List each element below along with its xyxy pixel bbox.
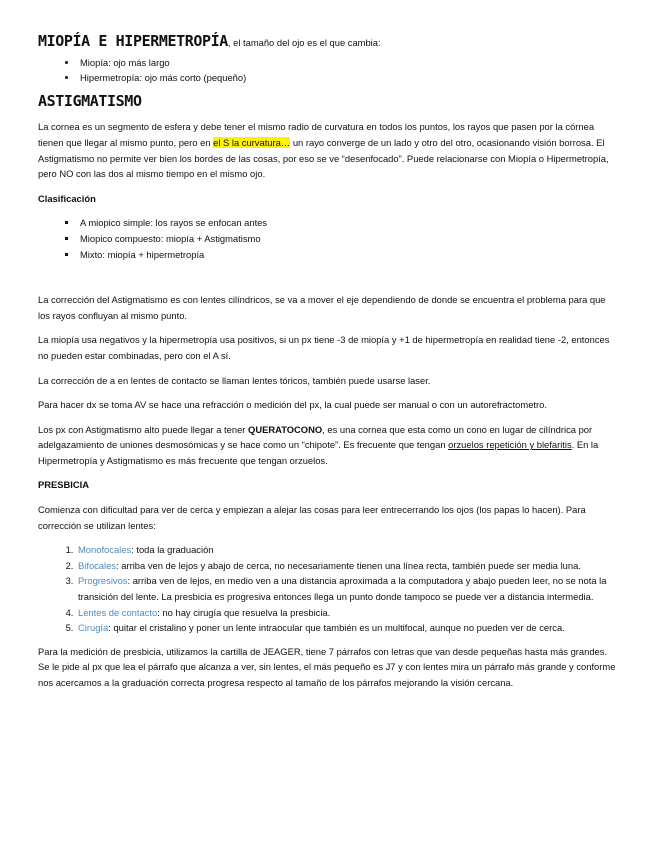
list-item: 5. Cirugía: quitar el cristalino y poner un lente intraocular que también es un multifocal, aunque no pueden ver de cerca. <box>76 620 619 636</box>
paragraph: Para la medición de presbicia, utilizamos la cartilla de JEAGER, tiene 7 párrafos con letras que van desde pequeñas hasta más grandes. Se le pide al px que lea el párrafo que alcanza a ver, sin lentes, el más pequeño es J7 y con lentes mira un párrafo más grande y conforme nos acercamos a la graduación correcta progresa respecto al tamaño de los párrafos mejorando la visión cercana. <box>38 645 616 688</box>
list-item: 1. Monofocales: toda la graduación <box>76 542 619 558</box>
term: Lentes de contacto <box>78 606 158 618</box>
list-item: ▪ Miopico compuesto: miopía + Astigmatismo <box>78 231 619 247</box>
clasificacion-list <box>38 215 619 262</box>
list-item: 3. Progresivos: arriba ven de lejos, en medio ven a una distancia aproximada a la computadora y abajo pueden leer, no se nota la transición del lente. La presbicia es progresiva entonces llega un punto donde tampoco se puede ver a distancia intermedia. <box>76 573 619 604</box>
spacer <box>38 270 619 292</box>
paragraph: Para hacer dx se toma AV se hace una refracción o medición del px, la cual puede ser manual o con un autorefractometro. <box>38 399 547 411</box>
paragraph: Comienza con dificultad para ver de cerca y empiezan a alejar las cosas para leer entrecerrando los ojos (los papas lo hacen). Para corrección se utilizan lentes: <box>38 504 586 531</box>
highlighted-text: el S la curvatura… <box>213 136 291 148</box>
list-item: • Miopía: ojo más largo <box>78 55 619 71</box>
miopia-list <box>38 55 619 86</box>
heading-miopia <box>38 34 619 51</box>
heading-presbicia: PRESBICIA <box>38 479 90 491</box>
list-item: ▪ A miopico simple: los rayos se enfocan antes <box>78 215 619 231</box>
heading-astigmatismo: ASTIGMATISMO <box>38 91 142 110</box>
paragraph: La corrección del Astigmatismo es con lentes cilíndricos, se va a mover el eje dependiendo de donde se encuentra el problema para que los rayos confluyan al mismo punto. <box>38 294 606 321</box>
list-item: 4. Lentes de contacto: no hay cirugía que resuelva la presbicia. <box>76 605 619 621</box>
bold-term: QUERATOCONO <box>248 423 323 435</box>
list-item: • Hipermetropía: ojo más corto (pequeño) <box>78 70 619 86</box>
paragraph: La corrección de a en lentes de contacto se llaman lentes tóricos, también puede usarse laser. <box>38 374 431 386</box>
paragraph: La cornea es un segmento de esfera y debe tener el mismo radio de curvatura en todos los puntos, los rayos que pasen por la córnea tienen que llegar al mismo punto, pero en el S la curvatura… un rayo converge de un lado y otro del otro, ocasionando visión borrosa. El Astigmatismo no permite ver bien los bordes de las cosas, por eso se ve “desenfocado”. Puede relacionarse con Miopía o Hipermetropía, pero NO con las dos al mismo tiempo en el mismo ojo. <box>38 121 609 180</box>
section-title: MIOPÍA E HIPERMETROPÍA <box>38 32 228 50</box>
section-title-rest: , el tamaño del ojo es el que cambia: <box>227 37 381 48</box>
paragraph: Los px con Astigmatismo alto puede llegar a tener QUERATOCONO, es una cornea que esta como un cono en lugar de cilíndrica por adelgazamiento de uniones desmosómicas y se hace como un “chipote”. Es frecuente que tengan orzuelos repetición y blefaritis. En la Hipermetropía y Astigmatismo es más frecuente que tengan orzuelos. <box>38 423 599 466</box>
paragraph: La miopía usa negativos y la hipermetropía usa positivos, si un px tiene -3 de miopía y +1 de hipermetropía en realidad tiene -2, entonces no pueden estar combinadas, pero con el A sí. <box>38 334 610 361</box>
underlined-text: orzuelos repetición y blefaritis <box>448 439 572 451</box>
list-item: ▪ Mixto: miopía + hipermetropía <box>78 247 619 263</box>
term: Bifocales <box>78 559 117 571</box>
lentes-list <box>38 542 619 636</box>
subheading-clasificacion: Clasificación <box>38 192 96 204</box>
term: Monofocales <box>78 544 132 556</box>
list-item: 2. Bifocales: arriba ven de lejos y abajo de cerca, no necesariamente tienen una línea recta, también puede ser media luna. <box>76 558 619 574</box>
term: Progresivos <box>78 575 128 587</box>
term: Cirugía <box>78 622 109 634</box>
